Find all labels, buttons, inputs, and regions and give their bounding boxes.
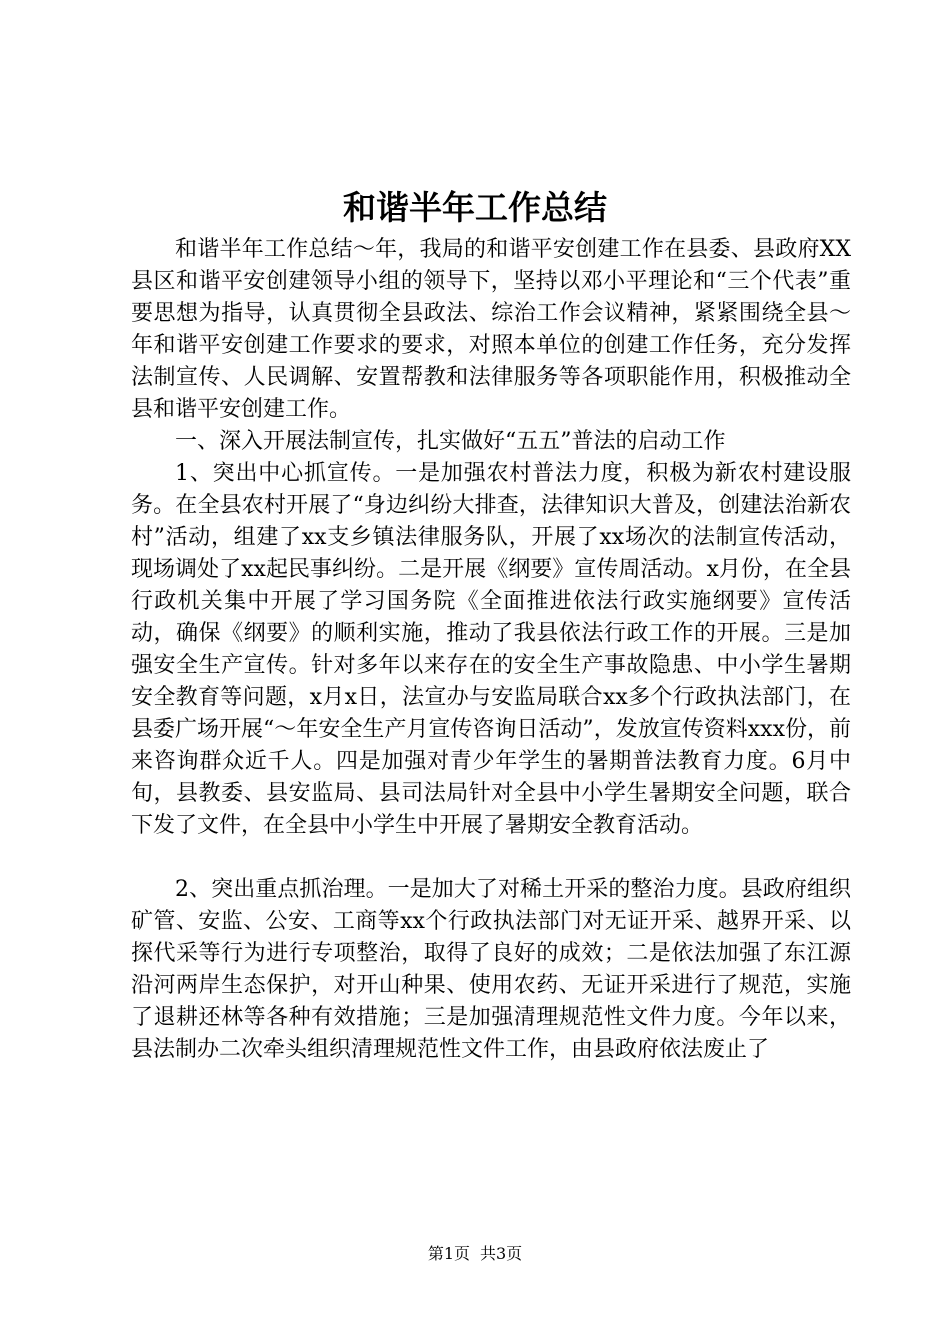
document-body [131, 234, 851, 1066]
page-footer [0, 1242, 950, 1266]
document-title: 和谐半年工作总结 [343, 188, 607, 227]
paragraph-item-2: 2、突出重点抓治理。一是加大了对稀土开采的整治力度。县政府组织矿管、安监、公安、工商等xx个行政执法部门对无证开采、越界开采、以探代采等行为进行专项整治，取得了良好的成效；二是依法加强了东江源沿河两岸生态保护，对开山种果、使用农药、无证开采进行了规范，实施了退耕还林等各种有效措施；三是加强清理规范性文件力度。今年以来，县法制办二次牵头组织清理规范性文件工作，由县政府依法废止了 [131, 877, 851, 1062]
page-total: 共3页 [480, 1244, 523, 1263]
paragraph-intro: 和谐半年工作总结～年，我局的和谐平安创建工作在县委、县政府XX县区和谐平安创建领导小组的领导下，坚持以邓小平理论和“三个代表”重要思想为指导，认真贯彻全县政法、综治工作会议精神，紧紧围绕全县～年和谐平安创建工作要求的要求，对照本单位的创建工作任务，充分发挥法制宣传、人民调解、安置帮教和法律服务等各项职能作用，积极推动全县和谐平安创建工作。 [131, 237, 851, 422]
paragraph-section-heading-1: 一、深入开展法制宣传，扎实做好“五五”普法的启动工作 [175, 429, 726, 454]
paragraph-item-1: 1、突出中心抓宣传。一是加强农村普法力度，积极为新农村建设服务。在全县农村开展了“身边纠纷大排查，法律知识大普及，创建法治新农村”活动，组建了xx支乡镇法律服务队，开展了xx场次的法制宣传活动，现场调处了xx起民事纠纷。二是开展《纲要》宣传周活动。x月份，在全县行政机关集中开展了学习国务院《全面推进依法行政实施纲要》宣传活动，确保《纲要》的顺利实施，推动了我县依法行政工作的开展。三是加强安全生产宣传。针对多年以来存在的安全生产事故隐患、中小学生暑期安全教育等问题，x月x日，法宣办与安监局联合xx多个行政执法部门，在县委广场开展“～年安全生产月宣传咨询日活动”，发放宣传资料xxx份，前来咨询群众近千人。四是加强对青少年学生的暑期普法教育力度。6月中旬，县教委、县安监局、县司法局针对全县中小学生暑期安全问题，联合下发了文件，在全县中小学生中开展了暑期安全教育活动。 [131, 461, 851, 838]
page-number: 第1页 [427, 1244, 470, 1263]
